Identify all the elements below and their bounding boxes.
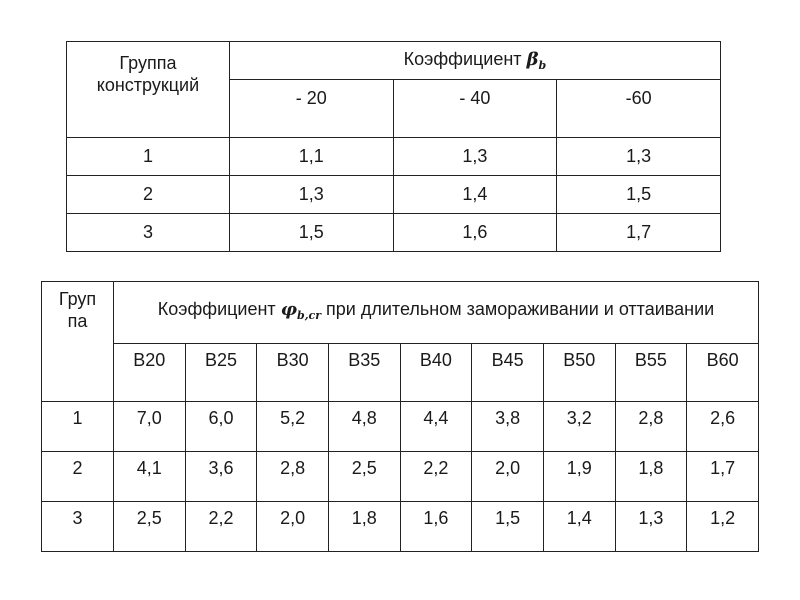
table-row [42,452,759,502]
table-cell: 1,4 [393,176,557,214]
table-cell: 2,5 [328,452,400,502]
table-cell: 2,0 [472,452,544,502]
table-cell: 2,0 [257,502,329,552]
table-cell: 2,5 [113,502,185,552]
table-cell: 1,4 [543,502,615,552]
concrete-class-header: B40 [400,344,472,402]
table-cell: 2,2 [185,502,257,552]
table-cell: 7,0 [113,402,185,452]
phi-coefficient-table [41,281,759,552]
table-row [67,214,721,252]
beta-subscript: b [538,59,547,72]
table-row [67,176,721,214]
concrete-class-header: B60 [687,344,759,402]
concrete-class-header: B45 [472,344,544,402]
table-cell: 1,7 [687,452,759,502]
table-cell: 4,8 [328,402,400,452]
phi-symbol: φ [280,299,297,320]
table-cell: 1,2 [687,502,759,552]
table-cell: 1,3 [557,138,721,176]
table-cell: 1,5 [472,502,544,552]
concrete-class-header: B30 [257,344,329,402]
table-cell: 1,1 [229,138,393,176]
temperature-header: - 20 [229,80,393,138]
table-cell: 6,0 [185,402,257,452]
group-number: 3 [67,214,230,252]
table-cell: 1,8 [615,452,687,502]
table-cell: 1,6 [393,214,557,252]
concrete-class-header: B50 [543,344,615,402]
group-header [42,282,114,402]
table-cell: 3,8 [472,402,544,452]
temperature-header: -60 [557,80,721,138]
group-number: 1 [67,138,230,176]
coefficient-label: Коэффициент [403,49,522,69]
coefficient-suffix: при длительном замораживании и оттаивании [326,299,715,319]
table-row [42,502,759,552]
table-cell: 2,8 [615,402,687,452]
table-row [67,138,721,176]
table-cell: 1,8 [328,502,400,552]
table-cell: 1,6 [400,502,472,552]
group-header-line2: па [67,311,88,331]
group-number: 1 [42,402,114,452]
table-cell: 3,6 [185,452,257,502]
table-cell: 3,2 [543,402,615,452]
temperature-header: - 40 [393,80,557,138]
table-cell: 1,3 [615,502,687,552]
group-number: 2 [42,452,114,502]
concrete-class-header: B20 [113,344,185,402]
table-cell: 2,2 [400,452,472,502]
group-header-text: Группа конструкций [96,53,200,95]
table-cell: 4,4 [400,402,472,452]
table-cell: 1,5 [557,176,721,214]
group-header-line1: Груп [58,289,97,309]
table-cell: 4,1 [113,452,185,502]
group-number: 2 [67,176,230,214]
table-row [42,402,759,452]
beta-coefficient-table [66,41,721,252]
phi-subscript: b,cr [297,309,322,322]
concrete-class-header: B55 [615,344,687,402]
table-cell: 2,8 [257,452,329,502]
group-header [67,42,230,138]
table-cell: 1,7 [557,214,721,252]
beta-symbol: β [526,49,539,70]
table-cell: 1,5 [229,214,393,252]
table-cell: 1,3 [393,138,557,176]
coefficient-header [113,282,758,344]
concrete-class-header: B25 [185,344,257,402]
table-cell: 2,6 [687,402,759,452]
concrete-class-header: B35 [328,344,400,402]
table-cell: 1,3 [229,176,393,214]
coefficient-label: Коэффициент [157,299,276,319]
coefficient-header [229,42,720,80]
table-cell: 5,2 [257,402,329,452]
group-number: 3 [42,502,114,552]
table-cell: 1,9 [543,452,615,502]
